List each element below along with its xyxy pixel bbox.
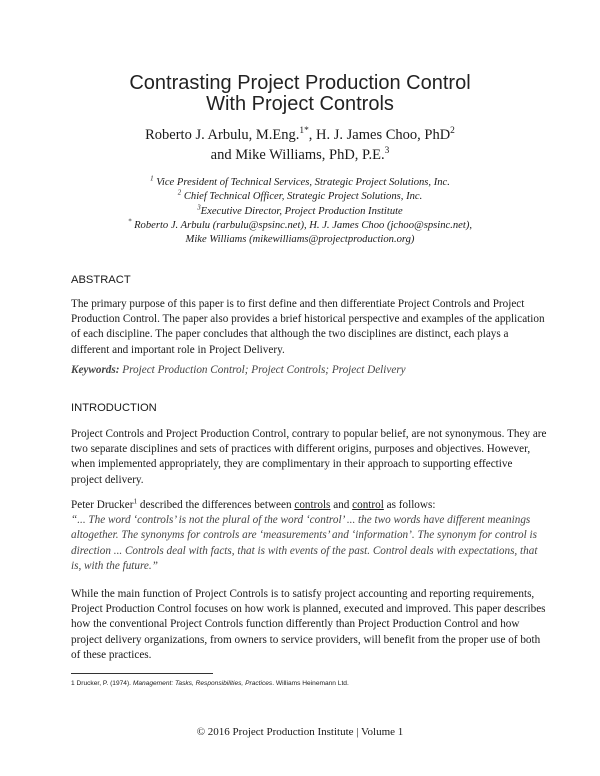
text-line: project delivery organizations, from owners to service providers, will benefit from the proper use of both <box>71 633 541 646</box>
text-line: of each discipline. The paper concludes that although the two disciplines are distinct, each plays a <box>71 328 509 341</box>
text-line: While the main function of Project Controls is to satisfy project accounting and reporting requirements, <box>71 588 535 600</box>
text: described the differences between <box>137 499 295 511</box>
text: 1 Drucker, P. (1974). <box>71 680 133 687</box>
abstract-heading: ABSTRACT <box>71 274 131 286</box>
affiliation-mark: 2 <box>177 189 182 197</box>
text: as follows: <box>383 499 436 511</box>
affiliation-text: Executive Director, Project Production Institute <box>200 206 403 217</box>
affiliation <box>0 206 600 217</box>
text-line: Production Control. The paper also provides a brief historical perspective and examples of the application <box>71 313 545 326</box>
keywords <box>71 363 536 378</box>
text-line: Project Controls and Project Production Control, contrary to popular belief, are not synonymous. They are <box>71 428 547 440</box>
quote-line: altogether. The synonyms for controls are ‘measurements’ and ‘information’. The synonym for control is <box>71 529 537 542</box>
book-title: Management: Tasks, Responsibilities, Practices <box>132 680 273 687</box>
text: Peter Drucker <box>71 499 134 511</box>
affiliation-mark: 3 <box>197 204 201 212</box>
author-name: Roberto J. Arbulu, M.Eng. <box>145 127 300 143</box>
affiliation-text: Chief Technical Officer, Strategic Project Solutions, Inc. <box>183 191 423 202</box>
underlined-word: control <box>352 499 384 511</box>
quote-line: direction ... Controls deal with facts, that is with events of the past. Control deals with expectations, that <box>71 544 538 557</box>
keywords-label: Keywords: <box>71 364 120 376</box>
title-line-2: With Project Controls <box>206 93 394 115</box>
quote-line: is, with the future.” <box>71 559 158 572</box>
title-line-1: Contrasting Project Production Control <box>129 72 471 94</box>
affiliation <box>0 220 600 231</box>
authors-line-1 <box>0 127 600 144</box>
affiliation-mark: 1 <box>150 175 154 183</box>
keywords-text: Project Production Control; Project Controls; Project Delivery <box>122 364 406 376</box>
underlined-word: controls <box>294 499 331 511</box>
text-line: different and important role in Project Delivery. <box>71 343 285 356</box>
text-line: project delivery. <box>71 473 144 486</box>
text-line: The primary purpose of this paper is to first define and then differentiate Project Controls and Project <box>71 298 525 310</box>
affiliation <box>0 191 600 202</box>
intro-paragraph-1 <box>71 427 547 488</box>
footnote-ref[interactable]: 1 <box>133 497 138 506</box>
text-line: when implemented appropriately, they are complimentary in their approach to supporting effective <box>71 458 513 471</box>
footnote-divider <box>71 673 213 674</box>
abstract-paragraph <box>71 297 545 358</box>
author-sup: 2 <box>450 126 455 137</box>
affiliation-mark: * <box>127 218 132 226</box>
drucker-quote-block <box>71 498 536 574</box>
drucker-intro <box>71 498 536 513</box>
affiliation <box>0 234 600 245</box>
text-line: how the conventional Project Controls function differently than Project Production Control and how <box>71 618 520 631</box>
text-line: Project Production Control focuses on how work is planned, executed and improved. This paper describes <box>71 603 546 616</box>
quote-line: “... The word ‘controls’ is not the plural of the word ‘control’ ... the two words have different meanings <box>71 514 531 527</box>
text: and <box>330 499 353 511</box>
intro-paragraph-2 <box>71 587 546 663</box>
author-sup: 1* <box>299 126 309 137</box>
affiliation-text: Roberto J. Arbulu (rarbulu@spsinc.net), H. J. James Choo (jchoo@spsinc.net), <box>134 220 473 231</box>
affiliation <box>0 177 600 188</box>
text-line: of these practices. <box>71 648 152 661</box>
page-footer: © 2016 Project Production Institute | Volume 1 <box>196 726 404 738</box>
text-line: two separate disciplines and sets of practices with different origins, purposes and objectives. However, <box>71 443 531 456</box>
affiliation-text: Vice President of Technical Services, Strategic Project Solutions, Inc. <box>156 177 450 188</box>
author-name: and Mike Williams, PhD, P.E. <box>210 147 385 163</box>
author-sup: 3 <box>384 146 390 157</box>
footnote <box>71 680 349 687</box>
text: . Williams Heinemann Ltd. <box>272 680 349 687</box>
affiliation-text: Mike Williams (mikewilliams@projectproduction.org) <box>185 234 415 245</box>
authors-line-2 <box>0 147 600 164</box>
introduction-heading: INTRODUCTION <box>71 402 157 414</box>
author-name: , H. J. James Choo, PhD <box>308 127 451 143</box>
